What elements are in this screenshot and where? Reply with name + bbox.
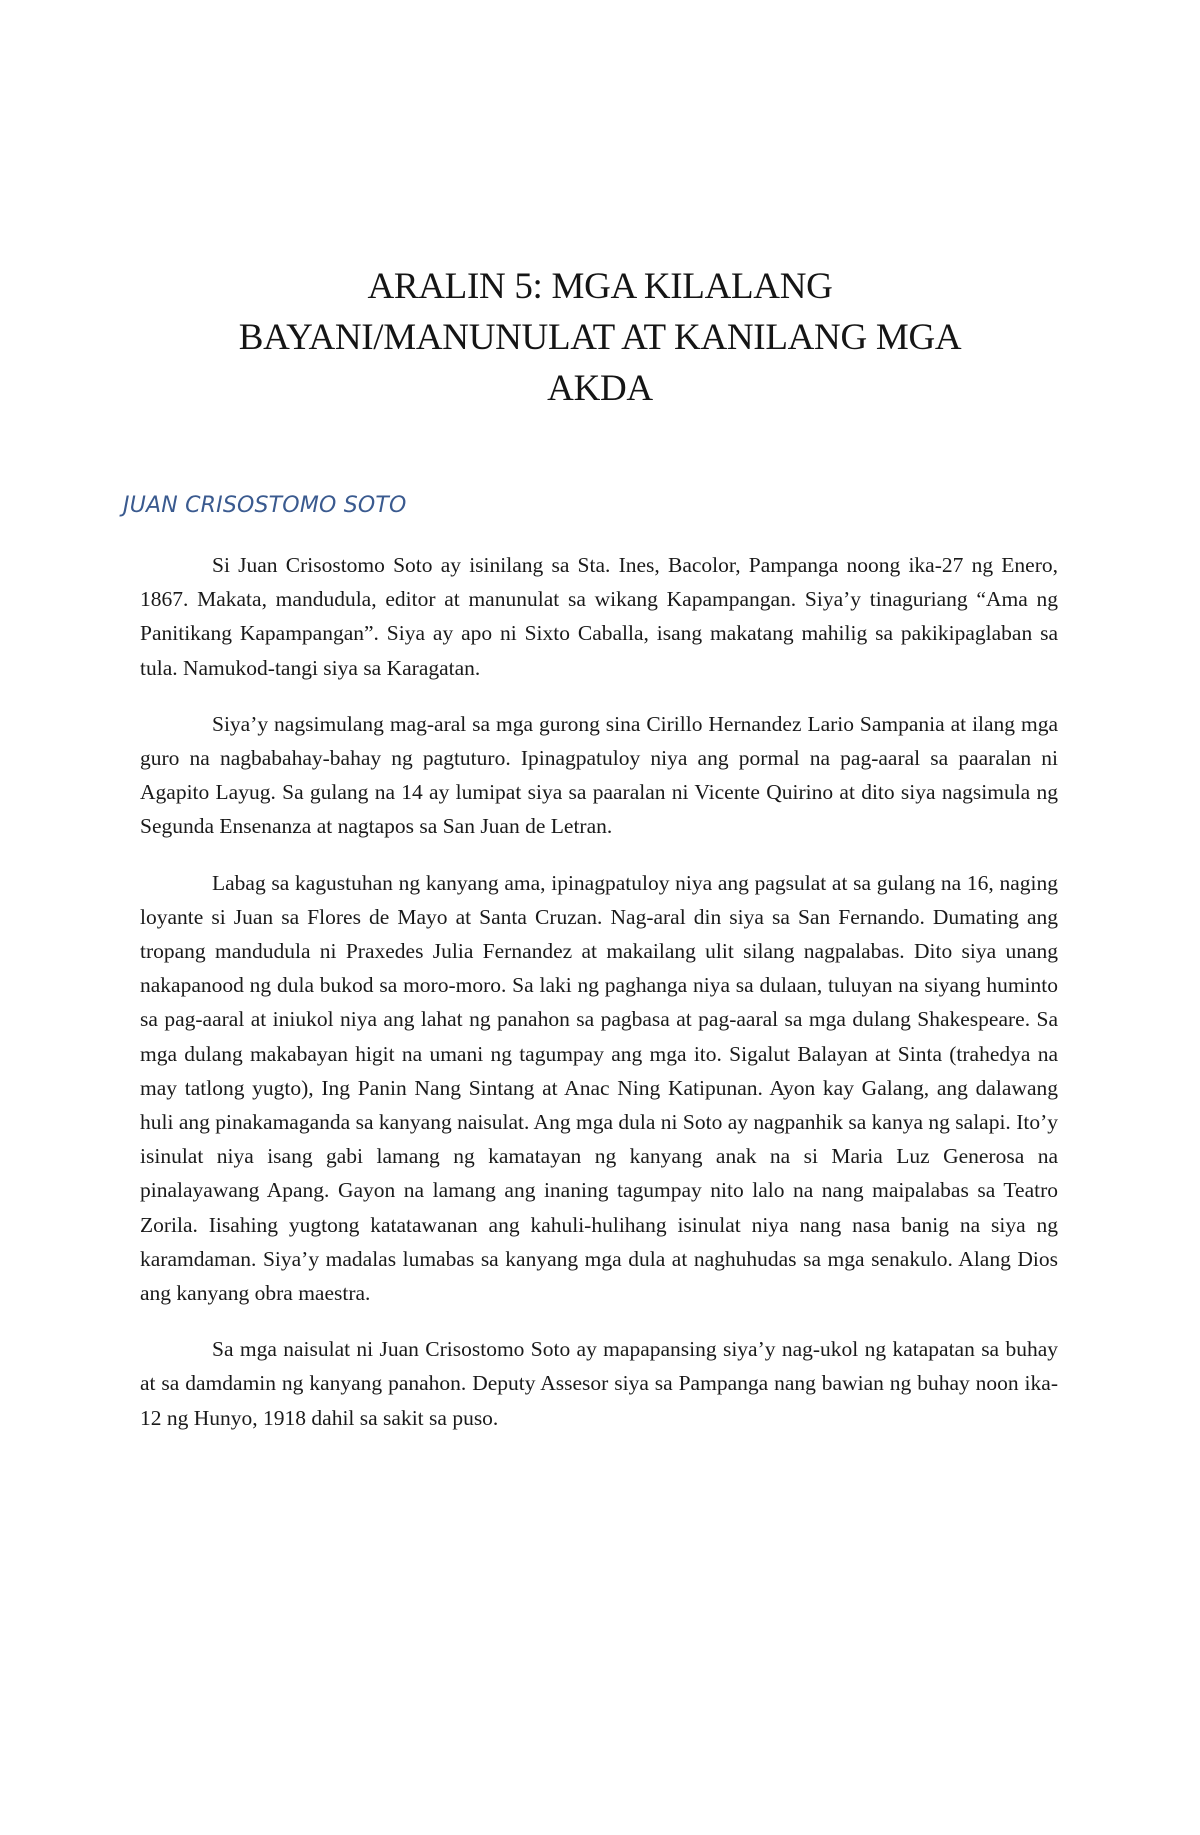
body-text	[140, 548, 1058, 1457]
lesson-title	[150, 261, 1050, 414]
paragraph: Labag sa kagustuhan ng kanyang ama, ipinagpatuloy niya ang pagsulat at sa gulang na 16, naging loyante si Juan sa Flores de Mayo at Santa Cruzan. Nag-aral din siya sa San Fernando. Dumating ang tropang mandudula ni Praxedes Julia Fernandez at makailang ulit silang nagpalabas. Dito siya unang nakapanood ng dula bukod sa moro-moro. Sa laki ng paghanga niya sa dulaan, tuluyan na siyang huminto sa pag-aaral at iniukol niya ang lahat ng panahon sa pagbasa at pag-aaral sa mga dulang Shakespeare. Sa mga dulang makabayan higit na umani ng tagumpay ang mga ito. Sigalut Balayan at Sinta (trahedya na may tatlong yugto), Ing Panin Nang Sintang at Anac Ning Katipunan. Ayon kay Galang, ang dalawang huli ang pinakamaganda sa kanyang naisulat. Ang mga dula ni Soto ay nagpanhik sa kanya ng salapi. Ito’y isinulat niya isang gabi lamang ng kamatayan ng kanyang anak na si Maria Luz Generosa na pinalayawang Apang. Gayon na lamang ang inaning tagumpay nito lalo na nang maipalabas sa Teatro Zorila. Iisahing yugtong katatawanan ang kahuli-hulihang isinulat niya nang nasa banig na siya ng karamdaman. Siya’y madalas lumabas sa kanyang mga dula at naghuhudas sa mga senakulo. Alang Dios ang kanyang obra maestra.	[140, 870, 1058, 1306]
paragraph: Sa mga naisulat ni Juan Crisostomo Soto ay mapapansing siya’y nag-ukol ng katapatan sa buhay at sa damdamin ng kanyang panahon. Deputy Assesor siya sa Pampanga nang bawian ng buhay noon ika-12 ng Hunyo, 1918 dahil sa sakit sa puso.	[140, 1337, 1058, 1430]
title-line: BAYANI/MANUNULAT AT KANILANG MGA	[238, 316, 962, 358]
paragraph: Si Juan Crisostomo Soto ay isinilang sa Sta. Ines, Bacolor, Pampanga noong ika-27 ng Enero, 1867. Makata, mandudula, editor at manunulat sa wikang Kapampangan. Siya’y tinaguriang “Ama ng Panitikang Kapampangan”. Siya ay apo ni Sixto Caballa, isang makatang mahilig sa pakikipaglaban sa tula. Namukod-tangi siya sa Karagatan.	[140, 553, 1058, 680]
paragraph: Siya’y nagsimulang mag-aral sa mga gurong sina Cirillo Hernandez Lario Sampania at ilang mga guro na nagbabahay-bahay ng pagtuturo. Ipinagpatuloy niya ang pormal na pag-aaral sa paaralan ni Agapito Layug. Sa gulang na 14 ay lumipat siya sa paaralan ni Vicente Quirino at dito siya nagsimula ng Segunda Ensenanza at nagtapos sa San Juan de Letran.	[140, 711, 1058, 839]
title-line: ARALIN 5: MGA KILALANG	[367, 265, 833, 307]
section-heading: JUAN CRISOSTOMO SOTO	[123, 493, 407, 518]
title-line: AKDA	[547, 367, 653, 409]
